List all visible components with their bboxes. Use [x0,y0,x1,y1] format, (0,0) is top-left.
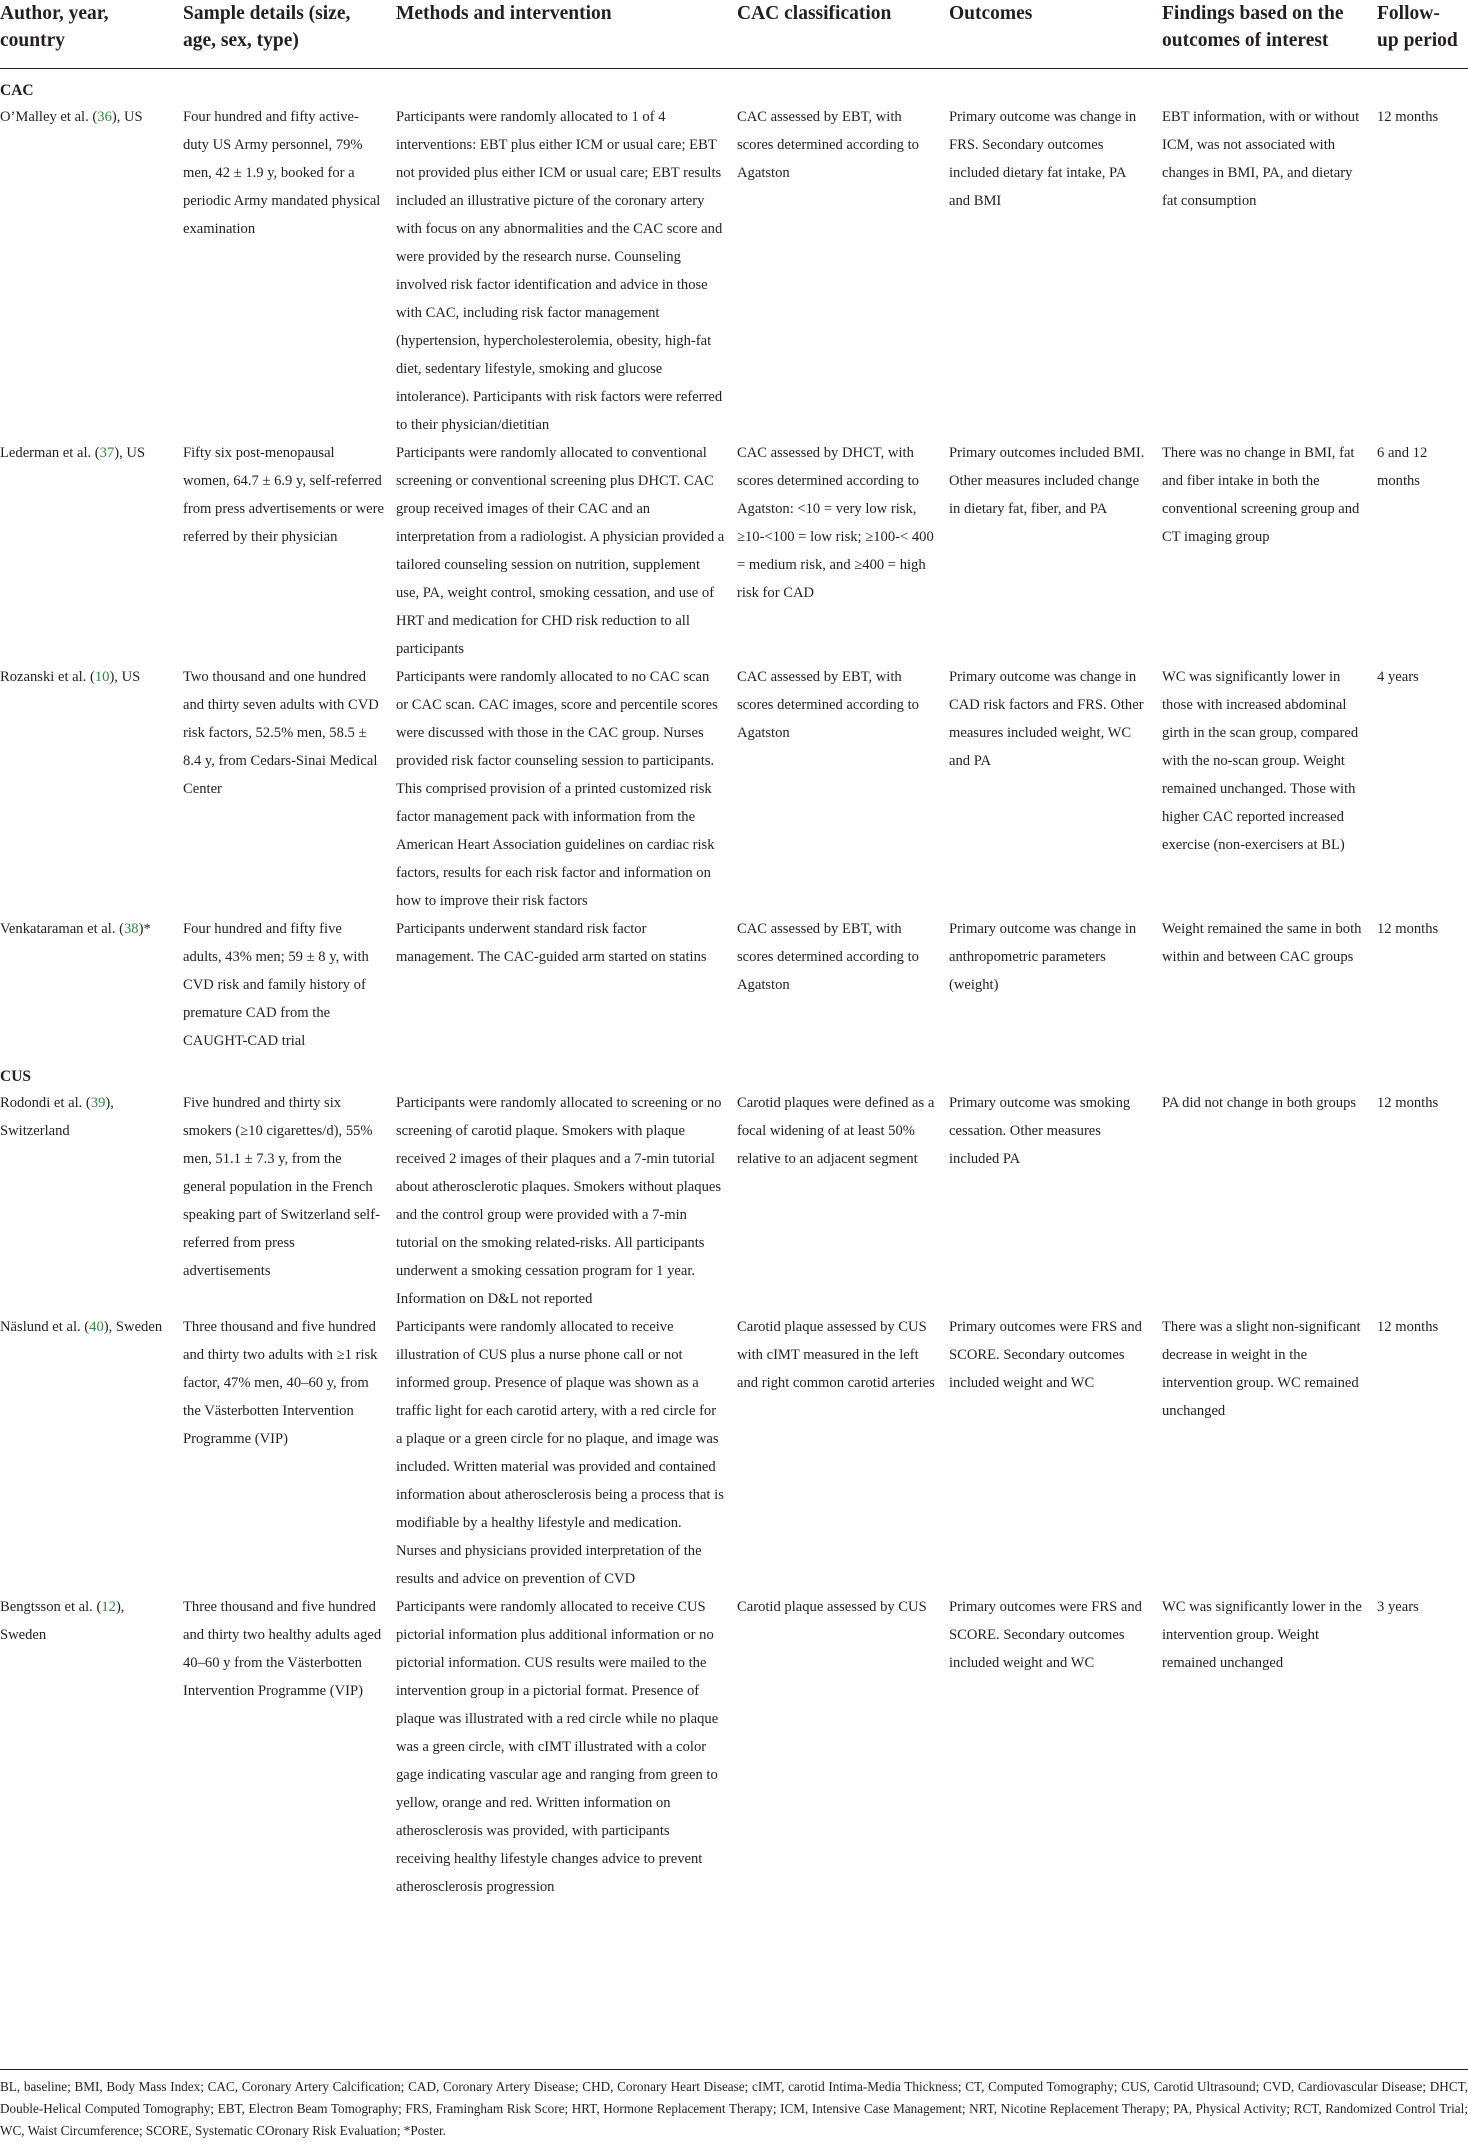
header-sample: Sample details (size, age, sex, type) [183,0,396,69]
author-text: O’Malley et al. ( [0,109,98,125]
sample-cell: Three thousand and five hundred and thirty two healthy adults aged 40–60 y from the Västerbotten Intervention Programme (VIP) [183,1599,382,1699]
sample-cell: Four hundred and fifty five adults, 43% men; 59 ± 8 y, with CVD risk and family history of premature CAD from the CAUGHT-CAD trial [183,921,369,1049]
reference-link[interactable]: 36 [97,109,112,125]
author-text: Rozanski et al. ( [0,669,95,685]
outcomes-cell: Primary outcome was change in CAD risk factors and FRS. Other measures included weight, WC and PA [949,669,1144,769]
group-header-row [0,69,1468,104]
outcomes-cell: Primary outcome was smoking cessation. Other measures included PA [949,1095,1131,1167]
header-findings: Findings based on the outcomes of interest [1162,0,1377,69]
sample-cell: Fifty six post-menopausal women, 64.7 ± 6.9 y, self-referred from press advertisements or were referred by their physician [183,445,384,545]
reference-link[interactable]: 10 [94,669,110,685]
findings-cell: Weight remained the same in both within and between CAC groups [1162,921,1362,965]
classification-cell: Carotid plaque assessed by CUS with cIMT measured in the left and right common carotid arteries [737,1319,935,1391]
followup-cell: 6 and 12 months [1377,445,1428,489]
reference-link[interactable]: 39 [90,1095,106,1111]
findings-cell: PA did not change in both groups [1162,1095,1357,1111]
header-followup: Follow-up period [1377,0,1468,69]
table-row [0,1089,1468,1313]
sample-cell: Four hundred and fifty active-duty US Army personnel, 79% men, 42 ± 1.9 y, booked for a periodic Army mandated physical examination [183,109,381,237]
outcomes-cell: Primary outcomes were FRS and SCORE. Secondary outcomes included weight and WC [949,1599,1142,1671]
outcomes-cell: Primary outcomes were FRS and SCORE. Secondary outcomes included weight and WC [949,1319,1142,1391]
table-row [0,1593,1468,1901]
classification-cell: CAC assessed by EBT, with scores determined according to Agatston [737,921,919,993]
author-suffix: ), US [109,669,141,685]
table-header [0,0,1468,69]
author-cell [0,663,183,915]
methods-cell: Participants underwent standard risk factor management. The CAC-guided arm started on statins [396,921,707,965]
author-text: Bengtsson et al. ( [0,1599,102,1615]
author-suffix: ), Switzerland [0,1095,114,1139]
table-row [0,439,1468,663]
outcomes-cell: Primary outcome was change in FRS. Secondary outcomes included dietary fat intake, PA and BMI [949,109,1137,209]
header-outcomes: Outcomes [949,0,1162,69]
author-cell [0,103,183,439]
author-cell [0,1313,183,1593]
sample-cell: Two thousand and one hundred and thirty seven adults with CVD risk factors, 52.5% men, 58.5 ± 8.4 y, from Cedars-Sinai Medical Center [183,669,379,797]
followup-cell: 12 months [1377,109,1439,125]
author-suffix: ), US [114,445,146,461]
sample-cell: Three thousand and five hundred and thirty two adults with ≥1 risk factor, 47% men, 40–60 y, from the Västerbotten Intervention Programme (VIP) [183,1319,378,1447]
reference-link[interactable]: 38 [123,921,139,937]
classification-cell: CAC assessed by EBT, with scores determined according to Agatston [737,109,919,181]
findings-cell: WC was significantly lower in the intervention group. Weight remained unchanged [1162,1599,1362,1671]
reference-link[interactable]: 12 [101,1599,116,1615]
methods-cell: Participants were randomly allocated to receive CUS pictorial information plus additional information or no pictorial information. CUS results were mailed to the intervention group in a pictorial format. Presence of plaque was illustrated with a red circle while no plaque was a green circle, with cIMT illustrated with a color gage indicating vascular age and ranging from green to yellow, orange and red. Written information on atherosclerosis was provided, with participants receiving healthy lifestyle changes advice to prevent atherosclerosis progression [396,1599,719,1895]
author-text: Lederman et al. ( [0,445,100,461]
followup-cell: 12 months [1377,1095,1439,1111]
findings-cell: WC was significantly lower in those with increased abdominal girth in the scan group, compared with the no-scan group. Weight remained unchanged. Those with higher CAC reported increased exercise (non-exercisers at BL) [1162,669,1359,853]
author-cell [0,915,183,1055]
findings-cell: There was a slight non-significant decrease in weight in the intervention group. WC remained unchanged [1162,1319,1361,1419]
table-row [0,103,1468,439]
findings-cell: There was no change in BMI, fat and fiber intake in both the conventional screening group and CT imaging group [1162,445,1360,545]
classification-cell: CAC assessed by EBT, with scores determined according to Agatston [737,669,919,741]
group-header-row [0,1055,1468,1089]
methods-cell: Participants were randomly allocated to screening or no screening of carotid plaque. Smokers with plaque received 2 images of their plaques and a 7-min tutorial about atherosclerotic plaques. Smokers without plaques and the control group were provided with a 7-min tutorial on the smoking related-risks. All participants underwent a smoking cessation program for 1 year. Information on D&L not reported [396,1095,722,1307]
followup-cell: 4 years [1377,669,1419,685]
header-methods: Methods and intervention [396,0,737,69]
table-body [0,69,1468,1902]
author-text: Näslund et al. ( [0,1319,90,1335]
methods-cell: Participants were randomly allocated to conventional screening or conventional screening plus DHCT. CAC group received images of their CAC and an interpretation from a radiologist. A physician provided a tailored counseling session on nutrition, supplement use, PA, weight control, smoking cessation, and use of HRT and medication for CHD risk reduction to all participants [396,445,725,657]
table-row [0,663,1468,915]
classification-cell: Carotid plaques were defined as a focal widening of at least 50% relative to an adjacent segment [737,1095,935,1167]
followup-cell: 12 months [1377,921,1439,937]
sample-cell: Five hundred and thirty six smokers (≥10 cigarettes/d), 55% men, 51.1 ± 7.3 y, from the general population in the French speaking part of Switzerland self-referred from press advertisements [183,1095,380,1279]
group-label: CAC [0,82,34,99]
table-row [0,915,1468,1055]
reference-link[interactable]: 40 [89,1319,104,1335]
author-text: Rodondi et al. ( [0,1095,91,1111]
author-suffix: ), US [111,109,143,125]
methods-cell: Participants were randomly allocated to no CAC scan or CAC scan. CAC images, score and percentile scores were discussed with those in the CAC group. Nurses provided risk factor counseling session to participants. This comprised provision of a printed customized risk factor management pack with information from the American Heart Association guidelines on cardiac risk factors, results for each risk factor and information on how to improve their risk factors [396,669,718,909]
classification-cell: Carotid plaque assessed by CUS [737,1599,927,1615]
author-cell [0,1593,183,1901]
reference-link[interactable]: 37 [99,445,115,461]
methods-cell: Participants were randomly allocated to 1 of 4 interventions: EBT plus either ICM or usual care; EBT not provided plus either ICM or usual care; EBT results included an illustrative picture of the coronary artery with focus on any abnormalities and the CAC score and were provided by the research nurse. Counseling involved risk factor identification and advice in those with CAC, including risk factor management (hypertension, hypercholesterolemia, obesity, high-fat diet, sedentary lifestyle, smoking and glucose intolerance). Participants with risk factors were referred to their physician/dietitian [396,109,723,433]
author-cell [0,1089,183,1313]
followup-cell: 12 months [1377,1319,1439,1335]
followup-cell: 3 years [1377,1599,1419,1615]
group-label: CUS [0,1068,32,1085]
outcomes-cell: Primary outcome was change in anthropometric parameters (weight) [949,921,1137,993]
table-row [0,1313,1468,1593]
author-suffix: ), Sweden [0,1599,125,1643]
methods-cell: Participants were randomly allocated to receive illustration of CUS plus a nurse phone call or not informed group. Presence of plaque was shown as a traffic light for each carotid artery, with a red circle for a plaque or a green circle for no plaque, and image was included. Written material was provided and contained information about atherosclerosis being a process that is modifiable by a healthy lifestyle and medication. Nurses and physicians provided interpretation of the results and advice on prevention of CVD [396,1319,724,1587]
author-suffix: ), Sweden [103,1319,163,1335]
header-author: Author, year, country [0,0,183,69]
findings-cell: EBT information, with or without ICM, was not associated with changes in BMI, PA, and dietary fat consumption [1162,109,1360,209]
header-classification: CAC classification [737,0,949,69]
author-cell [0,439,183,663]
classification-cell: CAC assessed by DHCT, with scores determined according to Agatston: <10 = very low risk, ≥10-<100 = low risk; ≥100-< 400 = medium risk, and ≥400 = high risk for CAD [737,445,934,601]
author-text: Venkataraman et al. ( [0,921,124,937]
author-suffix: )* [138,921,151,937]
table-footnote: BL, baseline; BMI, Body Mass Index; CAC, Coronary Artery Calcification; CAD, Coronary Artery Disease; CHD, Coronary Heart Disease; cIMT, carotid Intima-Media Thickness; CT, Computed Tomography; CUS, Carotid Ultrasound; CVD, Cardiovascular Disease; DHCT, Double-Helical Computed Tomography; EBT, Electron Beam Tomography; FRS, Framingham Risk Score; HRT, Hormone Replacement Therapy; ICM, Intensive Case Management; NRT, Nicotine Replacement Therapy; PA, Physical Activity; RCT, Randomized Control Trial; WC, Waist Circumference; SCORE, Systematic COronary Risk Evaluation; *Poster. [0,2069,1468,2142]
outcomes-cell: Primary outcomes included BMI. Other measures included change in dietary fat, fiber, and PA [949,445,1145,517]
